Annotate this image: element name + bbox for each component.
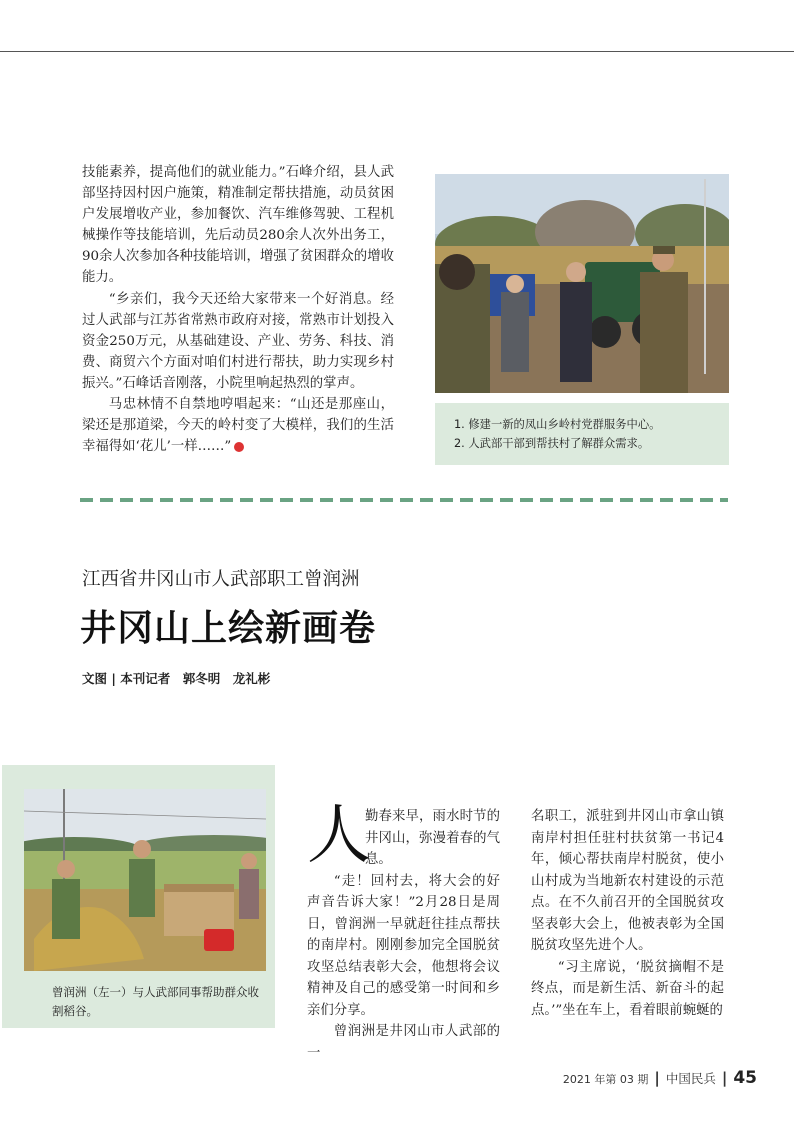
- paragraph: “习主席说，‘脱贫摘帽不是终点，而是新生活、新奋斗的起点。’”坐在车上，看着眼前蜿蜒的: [531, 959, 724, 1018]
- paragraph: [307, 799, 500, 873]
- article-kicker: 江西省井冈山市人武部职工曾润洲: [82, 569, 360, 590]
- page-footer: [563, 1068, 757, 1088]
- separator: |: [654, 1069, 660, 1087]
- paragraph: “乡亲们，我今天还给大家带来一个好消息。经过人武部与江苏省常熟市政府对接，常熟市计划投入资金250万元，从基础建设、产业、劳务、科技、消费、商贸六个方面对咱们村进行帮扶，助力实现乡村振兴。”石峰话音刚落，小院里响起热烈的掌声。: [82, 291, 394, 391]
- article-headline: 井冈山上绘新画卷: [80, 608, 377, 649]
- photo-caption-box: [435, 403, 729, 465]
- paragraph: “走！回村去，将大会的好声音告诉大家！”2月28日是周日，曾润洲一早就赶往挂点帮扶的南岸村。刚刚参加完全国脱贫攻坚总结表彰大会，他想将会议精神及自己的感受第一时间和乡亲们分享。: [307, 873, 500, 1018]
- magazine-name: 中国民兵: [665, 1071, 716, 1086]
- caption-line: 1. 修建一新的凤山乡岭村党群服务中心。: [454, 418, 661, 431]
- paragraph-text: 马忠林情不自禁地哼唱起来：“山还是那座山，梁还是那道梁，今天的岭村变了大模样，我们的生活幸福得如‘花儿’一样……”: [82, 397, 394, 455]
- rice-harvest-photo: [24, 789, 266, 971]
- previous-article-text: [82, 162, 394, 457]
- paragraph: 技能素养，提高他们的就业能力。”石峰介绍，县人武部坚持因村因户施策，精准制定帮扶措施，动员贫困户发展增收产业，参加餐饮、汽车维修驾驶、工程机械操作等技能培训，先后动员280余人次外出务工，90余人次参加各种技能培训，增强了贫困群众的增收能力。: [82, 165, 394, 286]
- end-mark-icon: 兵: [234, 442, 244, 452]
- caption-line: 2. 人武部干部到帮扶村了解群众需求。: [454, 437, 650, 450]
- paragraph-text: 勤春来早，雨水时节的井冈山，弥漫着春的气息。: [365, 809, 500, 867]
- paragraph: 曾润洲是井冈山市人武部的一: [307, 1024, 500, 1061]
- page-number: 45: [733, 1068, 757, 1088]
- paragraph: 名职工，派驻到井冈山市拿山镇南岸村担任驻村扶贫第一书记4年，倾心帮扶南岸村脱贫，使小山村成为当地新农村建设的示范点。在不久前召开的全国脱贫攻坚表彰大会上，他被表彰为全国脱贫攻坚先进个人。: [531, 809, 724, 953]
- section-divider: [80, 498, 728, 502]
- article-column-1: [307, 799, 500, 1064]
- paragraph: [82, 394, 394, 457]
- article-column-2: [531, 806, 724, 1021]
- separator: |: [721, 1069, 728, 1087]
- header-rule: [0, 51, 794, 52]
- village-visit-photo: [435, 174, 729, 393]
- drop-cap: 人: [307, 799, 371, 873]
- issue-label: 2021 年第 03 期: [562, 1073, 649, 1086]
- photo-caption: 曾润洲（左一）与人武部同事帮助群众收割稻谷。: [52, 985, 259, 1018]
- article-byline: 文图 | 本刊记者 郭冬明 龙礼彬: [82, 671, 271, 686]
